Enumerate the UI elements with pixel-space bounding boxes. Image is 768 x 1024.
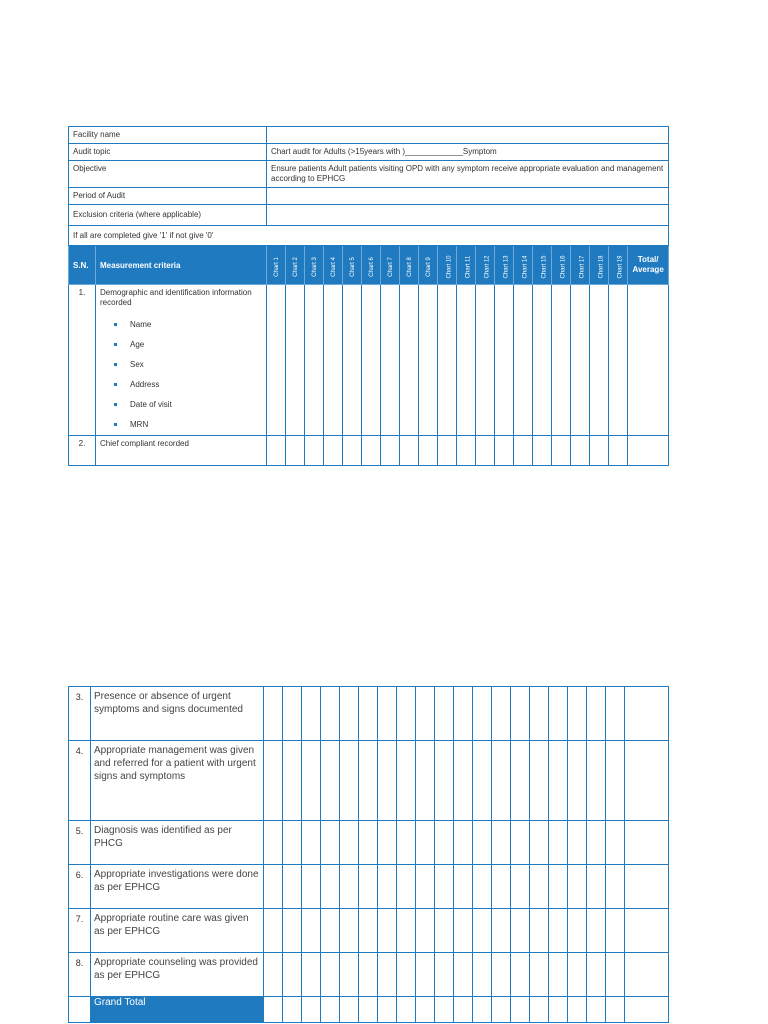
score-cell[interactable] [378,953,397,997]
score-cell[interactable] [473,865,492,909]
score-cell[interactable] [454,953,473,997]
score-cell[interactable] [568,953,587,997]
score-cell[interactable] [264,741,283,821]
score-cell[interactable] [378,821,397,865]
audit-topic-row [69,144,669,161]
total-cell[interactable] [625,865,669,909]
score-cell[interactable] [606,821,625,865]
score-cell[interactable] [533,436,552,466]
criterion-row-5 [69,821,669,865]
total-cell[interactable] [625,909,669,953]
criterion-1-number: 1. [69,285,96,436]
scoring-note-row [69,226,669,246]
score-cell[interactable] [514,436,533,466]
score-cell[interactable] [283,953,302,997]
score-cell[interactable] [321,953,340,997]
score-cell[interactable] [568,741,587,821]
score-cell[interactable] [606,953,625,997]
score-cell[interactable] [400,285,419,436]
criterion-7-number: 7. [69,909,91,953]
score-cell[interactable] [454,865,473,909]
exclusion-criteria-row [69,205,669,226]
score-cell[interactable] [416,821,435,865]
score-cell[interactable] [343,436,362,466]
score-cell[interactable] [302,687,321,741]
criterion-row-7 [69,909,669,953]
score-cell[interactable] [283,687,302,741]
score-cell[interactable] [359,909,378,953]
score-cell[interactable] [606,687,625,741]
criterion-row-8 [69,953,669,997]
score-cell[interactable] [359,953,378,997]
chart-13-header: Chart 13 [495,246,514,285]
chart-18-header: Chart 18 [590,246,609,285]
score-cell[interactable] [549,909,568,953]
score-cell[interactable] [435,953,454,997]
score-cell[interactable] [340,953,359,997]
score-cell[interactable] [511,821,530,865]
score-cell[interactable] [492,997,511,1023]
score-cell[interactable] [495,436,514,466]
score-cell[interactable] [416,997,435,1023]
score-cell[interactable] [283,909,302,953]
score-cell[interactable] [264,865,283,909]
score-cell[interactable] [571,285,590,436]
criterion-row-6 [69,865,669,909]
score-cell[interactable] [587,909,606,953]
score-cell[interactable] [473,909,492,953]
score-cell[interactable] [606,741,625,821]
criterion-2-number: 2. [69,436,96,466]
score-cell[interactable] [457,285,476,436]
score-cell[interactable] [511,741,530,821]
criterion-3-number: 3. [69,687,91,741]
score-cell[interactable] [492,953,511,997]
score-cell[interactable] [533,285,552,436]
score-cell[interactable] [359,997,378,1023]
score-cell[interactable] [549,953,568,997]
score-cell[interactable] [362,285,381,436]
bullet-square-icon [114,383,117,386]
score-cell[interactable] [416,953,435,997]
score-cell[interactable] [473,997,492,1023]
audit-topic-label: Audit topic [69,144,267,161]
period-of-audit-row [69,188,669,205]
criterion-7-text: Appropriate routine care was given as per EPHCG [91,909,264,953]
chart-2-header: Chart 2 [286,246,305,285]
total-cell[interactable] [625,821,669,865]
chart-6-header: Chart 6 [362,246,381,285]
score-cell[interactable] [587,953,606,997]
score-cell[interactable] [302,953,321,997]
exclusion-criteria-label: Exclusion criteria (where applicable) [69,205,267,226]
score-cell[interactable] [492,909,511,953]
score-cell[interactable] [302,865,321,909]
score-cell[interactable] [514,285,533,436]
score-cell[interactable] [340,741,359,821]
score-cell[interactable] [568,821,587,865]
score-cell[interactable] [264,687,283,741]
score-cell[interactable] [397,865,416,909]
bullet-square-icon [114,323,117,326]
objective-value: Ensure patients Adult patients visiting OPD with any symptom receive appropriate evaluation and management according to EPHCG [267,161,669,188]
bullet-date-of-visit: Date of visit [120,400,262,420]
chart-17-header: Chart 17 [571,246,590,285]
score-cell[interactable] [324,285,343,436]
score-cell[interactable] [397,953,416,997]
score-cell[interactable] [549,687,568,741]
score-cell[interactable] [343,285,362,436]
bullet-square-icon [114,363,117,366]
audit-form-bottom-table [68,686,669,1023]
criterion-row-1 [69,285,669,436]
score-cell[interactable] [283,997,302,1023]
score-cell[interactable] [340,687,359,741]
bullet-name: Name [120,320,262,340]
score-cell[interactable] [454,909,473,953]
grand-total-sn-cell [69,997,91,1023]
criterion-6-text: Appropriate investigations were done as per EPHCG [91,865,264,909]
chart-4-header: Chart 4 [324,246,343,285]
total-cell[interactable] [625,687,669,741]
chart-11-header: Chart 11 [457,246,476,285]
score-cell[interactable] [302,909,321,953]
chart-15-header: Chart 15 [533,246,552,285]
score-cell[interactable] [305,285,324,436]
score-cell[interactable] [492,687,511,741]
score-cell[interactable] [511,865,530,909]
score-cell[interactable] [264,821,283,865]
grand-total-row [69,997,669,1023]
score-cell[interactable] [321,909,340,953]
score-cell[interactable] [267,285,286,436]
score-cell[interactable] [530,821,549,865]
score-cell[interactable] [435,865,454,909]
criterion-2-text: Chief compliant recorded [96,436,267,466]
score-cell[interactable] [283,821,302,865]
score-cell[interactable] [419,285,438,436]
total-cell[interactable] [628,285,669,436]
score-cell[interactable] [568,865,587,909]
score-cell[interactable] [473,821,492,865]
criterion-1-text: Demographic and identification information recorded [100,288,252,307]
score-cell[interactable] [571,436,590,466]
score-cell[interactable] [587,997,606,1023]
bullet-age: Age [120,340,262,360]
score-cell[interactable] [378,741,397,821]
score-cell[interactable] [473,687,492,741]
score-cell[interactable] [381,285,400,436]
total-cell[interactable] [625,953,669,997]
score-cell[interactable] [397,741,416,821]
score-cell[interactable] [568,909,587,953]
score-cell[interactable] [438,436,457,466]
score-cell[interactable] [283,741,302,821]
score-cell[interactable] [587,741,606,821]
score-cell[interactable] [552,285,571,436]
score-cell[interactable] [340,821,359,865]
score-cell[interactable] [476,285,495,436]
grand-total-label: Grand Total [91,997,264,1023]
score-cell[interactable] [473,741,492,821]
page-break-cover [60,480,680,490]
score-cell[interactable] [549,741,568,821]
score-cell[interactable] [454,687,473,741]
score-cell[interactable] [435,821,454,865]
chart-1-header: Chart 1 [267,246,286,285]
score-cell[interactable] [264,953,283,997]
score-cell[interactable] [609,436,628,466]
score-cell[interactable] [606,865,625,909]
exclusion-criteria-value [267,205,669,226]
score-cell[interactable] [419,436,438,466]
score-cell[interactable] [302,741,321,821]
score-cell[interactable] [511,909,530,953]
criterion-4-number: 4. [69,741,91,821]
sn-header: S.N. [69,246,96,285]
score-cell[interactable] [283,865,302,909]
score-cell[interactable] [530,997,549,1023]
score-cell[interactable] [568,997,587,1023]
score-cell[interactable] [511,953,530,997]
score-cell[interactable] [305,436,324,466]
objective-row [69,161,669,188]
chart-16-header: Chart 16 [552,246,571,285]
score-cell[interactable] [416,741,435,821]
score-cell[interactable] [416,687,435,741]
score-cell[interactable] [454,741,473,821]
total-average-header [628,246,669,285]
score-cell[interactable] [549,865,568,909]
score-cell[interactable] [321,741,340,821]
criterion-5-number: 5. [69,821,91,865]
bullet-sex: Sex [120,360,262,380]
score-cell[interactable] [606,997,625,1023]
score-cell[interactable] [359,687,378,741]
scoring-note: If all are completed give '1' if not give '0' [69,226,669,246]
score-cell[interactable] [495,285,514,436]
chart-12-header: Chart 12 [476,246,495,285]
score-cell[interactable] [302,821,321,865]
score-cell[interactable] [530,865,549,909]
chart-10-header: Chart 10 [438,246,457,285]
criterion-4-text: Appropriate management was given and referred for a patient with urgent signs and symptoms [91,741,264,821]
bullet-address: Address [120,380,262,400]
score-cell[interactable] [362,436,381,466]
facility-name-row [69,127,669,144]
score-cell[interactable] [609,285,628,436]
facility-name-value [267,127,669,144]
score-cell[interactable] [340,997,359,1023]
bullet-mrn: MRN [120,420,262,432]
chart-14-header: Chart 14 [514,246,533,285]
score-cell[interactable] [321,821,340,865]
chart-3-header: Chart 3 [305,246,324,285]
score-cell[interactable] [359,821,378,865]
score-cell[interactable] [435,909,454,953]
score-cell[interactable] [378,865,397,909]
score-cell[interactable] [492,865,511,909]
score-cell[interactable] [321,997,340,1023]
score-cell[interactable] [400,436,419,466]
score-cell[interactable] [397,687,416,741]
score-cell[interactable] [378,687,397,741]
total-cell[interactable] [625,997,669,1023]
total-cell[interactable] [628,436,669,466]
criterion-3-text: Presence or absence of urgent symptoms and signs documented [91,687,264,741]
demographic-bullet-list [100,320,262,432]
score-cell[interactable] [286,285,305,436]
score-cell[interactable] [381,436,400,466]
criterion-8-text: Appropriate counseling was provided as per EPHCG [91,953,264,997]
chart-5-header: Chart 5 [343,246,362,285]
score-cell[interactable] [324,436,343,466]
score-cell[interactable] [587,821,606,865]
score-cell[interactable] [264,909,283,953]
score-cell[interactable] [416,865,435,909]
score-cell[interactable] [473,953,492,997]
audit-form-top-table [68,126,669,466]
score-cell[interactable] [454,821,473,865]
score-cell[interactable] [606,909,625,953]
score-cell[interactable] [530,741,549,821]
score-cell[interactable] [549,997,568,1023]
score-cell[interactable] [435,997,454,1023]
score-cell[interactable] [530,909,549,953]
criterion-6-number: 6. [69,865,91,909]
score-cell[interactable] [397,821,416,865]
score-cell[interactable] [549,821,568,865]
score-cell[interactable] [568,687,587,741]
objective-label: Objective [69,161,267,188]
score-cell[interactable] [587,687,606,741]
column-header-row [69,246,669,285]
score-cell[interactable] [511,997,530,1023]
score-cell[interactable] [511,687,530,741]
facility-name-label: Facility name [69,127,267,144]
criterion-row-4 [69,741,669,821]
audit-topic-value: Chart audit for Adults (>15years with )_____________Symptom [267,144,669,161]
score-cell[interactable] [340,865,359,909]
total-cell[interactable] [625,741,669,821]
score-cell[interactable] [359,865,378,909]
score-cell[interactable] [359,741,378,821]
score-cell[interactable] [378,997,397,1023]
criterion-8-number: 8. [69,953,91,997]
score-cell[interactable] [590,285,609,436]
score-cell[interactable] [286,436,305,466]
score-cell[interactable] [435,741,454,821]
score-cell[interactable] [454,997,473,1023]
score-cell[interactable] [397,909,416,953]
score-cell[interactable] [552,436,571,466]
criterion-5-text: Diagnosis was identified as per PHCG [91,821,264,865]
bullet-square-icon [114,403,117,406]
score-cell[interactable] [492,741,511,821]
score-cell[interactable] [530,687,549,741]
bullet-square-icon [114,423,117,426]
score-cell[interactable] [530,953,549,997]
score-cell[interactable] [416,909,435,953]
criterion-1-text-cell [96,285,267,436]
score-cell[interactable] [378,909,397,953]
score-cell[interactable] [264,997,283,1023]
total-header-line2: Average [632,265,664,274]
chart-9-header: Chart 9 [419,246,438,285]
score-cell[interactable] [435,687,454,741]
total-header-line1: Total/ [637,255,659,264]
score-cell[interactable] [587,865,606,909]
score-cell[interactable] [438,285,457,436]
score-cell[interactable] [492,821,511,865]
score-cell[interactable] [321,865,340,909]
chart-19-header: Chart 19 [609,246,628,285]
score-cell[interactable] [457,436,476,466]
score-cell[interactable] [397,997,416,1023]
period-of-audit-value [267,188,669,205]
bullet-square-icon [114,343,117,346]
period-of-audit-label: Period of Audit [69,188,267,205]
score-cell[interactable] [476,436,495,466]
score-cell[interactable] [302,997,321,1023]
chart-8-header: Chart 8 [400,246,419,285]
criterion-row-2 [69,436,669,466]
criterion-row-3 [69,687,669,741]
score-cell[interactable] [267,436,286,466]
score-cell[interactable] [321,687,340,741]
score-cell[interactable] [340,909,359,953]
criteria-header: Measurement criteria [96,246,267,285]
score-cell[interactable] [590,436,609,466]
chart-7-header: Chart 7 [381,246,400,285]
